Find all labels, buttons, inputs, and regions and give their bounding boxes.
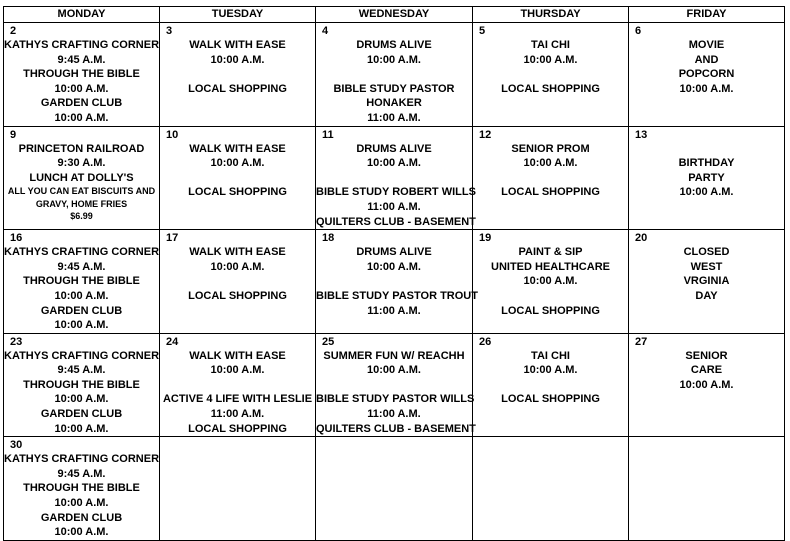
event-list	[316, 349, 476, 437]
event-line: 10:00 A.M.	[54, 82, 109, 95]
header-wednesday: WEDNESDAY	[316, 7, 473, 23]
event-line: 10:00 A.M.	[523, 53, 578, 66]
event-line: QUILTERS CLUB - BASEMENT	[316, 215, 476, 228]
day-cell	[4, 437, 160, 541]
event-line: 11:00 A.M.	[367, 200, 421, 213]
day-cell	[473, 126, 629, 230]
event-line	[316, 67, 472, 82]
event-detail-line: $6.99	[70, 211, 93, 222]
event-line: KATHYS CRAFTING CORNER	[4, 453, 160, 466]
event-line: SUMMER FUN W/ REACHH	[323, 349, 465, 362]
day-cell	[629, 23, 785, 127]
event-line: ACTIVE 4 LIFE WITH LESLIE	[162, 393, 313, 406]
event-line	[473, 378, 628, 393]
event-list	[629, 245, 784, 303]
event-line: DRUMS ALIVE	[356, 39, 432, 51]
day-number: 12	[479, 128, 492, 141]
weekday-header-row	[4, 7, 785, 23]
event-line: WEST	[690, 260, 723, 273]
day-number: 11	[322, 128, 334, 141]
event-line	[316, 378, 472, 393]
event-line: SENIOR	[685, 349, 728, 362]
event-line: PRINCETON RAILROAD	[18, 142, 145, 155]
event-line: GARDEN CLUB	[40, 304, 123, 317]
event-list	[4, 452, 159, 540]
event-line: 10:00 A.M.	[679, 186, 734, 199]
event-list	[629, 142, 784, 200]
event-line	[316, 171, 472, 186]
event-line: GARDEN CLUB	[40, 97, 123, 110]
event-line: 10:00 A.M.	[210, 364, 265, 377]
calendar-body	[4, 23, 785, 541]
calendar-table	[3, 6, 785, 541]
event-line: 10:00 A.M.	[523, 157, 578, 170]
event-line: THROUGH THE BIBLE	[23, 275, 140, 288]
day-number: 18	[322, 232, 335, 245]
event-line: 10:00 A.M.	[54, 393, 109, 406]
event-detail-line: ALL YOU CAN EAT BISCUITS AND	[7, 186, 156, 197]
event-line: THROUGH THE BIBLE	[23, 482, 140, 495]
event-line: WALK WITH EASE	[189, 39, 286, 51]
event-line: TAI CHI	[531, 349, 570, 362]
day-cell	[316, 23, 473, 127]
header-monday: MONDAY	[4, 7, 160, 23]
event-line: LUNCH AT DOLLY'S	[29, 171, 134, 184]
day-number: 16	[10, 232, 23, 245]
day-number: 5	[479, 25, 486, 37]
day-cell	[316, 126, 476, 230]
event-line	[629, 142, 784, 157]
event-line: 10:00 A.M.	[679, 82, 734, 95]
header-friday: FRIDAY	[629, 7, 785, 23]
day-cell	[473, 333, 629, 437]
event-line: LOCAL SHOPPING	[188, 186, 287, 199]
event-line: WALK WITH EASE	[189, 246, 286, 259]
day-cell	[473, 23, 629, 127]
day-number	[316, 437, 472, 452]
event-line: PAINT & SIP	[518, 246, 583, 259]
event-line: MOVIE	[688, 39, 725, 51]
event-line: POPCORN	[678, 68, 735, 81]
event-list	[4, 38, 159, 126]
day-cell	[629, 230, 785, 334]
day-number: 23	[10, 335, 23, 348]
day-number	[160, 437, 315, 452]
event-line: LOCAL SHOPPING	[501, 393, 600, 406]
event-line: PARTY	[688, 171, 725, 184]
event-line: WALK WITH EASE	[189, 142, 286, 155]
day-number: 27	[635, 335, 648, 348]
event-line: 11:00 A.M.	[367, 304, 421, 317]
day-cell	[473, 230, 629, 334]
event-line: 10:00 A.M.	[366, 260, 421, 273]
day-cell	[629, 126, 785, 230]
event-line: 10:00 A.M.	[54, 526, 109, 539]
event-line: DRUMS ALIVE	[356, 142, 432, 155]
event-line: BIBLE STUDY PASTOR WILLS	[316, 393, 475, 406]
header-thursday: THURSDAY	[473, 7, 629, 23]
event-line	[473, 171, 628, 186]
event-line: 10:00 A.M.	[210, 53, 265, 66]
event-line: UNITED HEALTHCARE	[491, 260, 610, 273]
event-line	[473, 289, 628, 304]
day-cell	[316, 230, 478, 334]
day-number: 17	[166, 232, 179, 245]
day-cell	[629, 333, 785, 437]
event-line: 10:00 A.M.	[210, 260, 265, 273]
event-line: HONAKER	[366, 97, 422, 110]
day-number: 26	[479, 335, 492, 348]
event-line: BIBLE STUDY PASTOR	[333, 82, 455, 95]
week-row	[4, 126, 785, 230]
event-line: 10:00 A.M.	[54, 422, 109, 435]
day-cell	[160, 23, 316, 127]
event-line	[160, 171, 315, 186]
day-number: 6	[635, 25, 642, 37]
event-line: 10:00 A.M.	[54, 319, 109, 332]
event-list	[316, 245, 478, 318]
event-line	[160, 378, 315, 393]
event-list	[473, 38, 628, 96]
event-line: 10:00 A.M.	[523, 364, 578, 377]
day-number: 10	[166, 128, 179, 141]
event-line: CLOSED	[683, 246, 730, 259]
event-line: GARDEN CLUB	[40, 511, 123, 524]
event-line: TAI CHI	[531, 39, 570, 51]
day-cell	[4, 230, 160, 334]
event-line: 9:30 A.M.	[57, 157, 106, 170]
event-line: 9:45 A.M.	[57, 364, 106, 377]
event-line: KATHYS CRAFTING CORNER	[4, 246, 160, 259]
event-line: LOCAL SHOPPING	[188, 289, 287, 302]
event-list	[473, 349, 628, 407]
day-number: 13	[635, 128, 648, 141]
day-cell	[4, 126, 160, 230]
event-list	[4, 245, 159, 333]
event-line: BIBLE STUDY ROBERT WILLS	[316, 186, 476, 199]
day-number: 25	[322, 335, 335, 348]
event-line: THROUGH THE BIBLE	[23, 68, 140, 81]
event-line: 10:00 A.M.	[523, 275, 578, 288]
event-line	[160, 67, 315, 82]
event-line	[473, 67, 628, 82]
event-list	[160, 245, 315, 303]
event-line: 9:45 A.M.	[57, 260, 106, 273]
event-line: 10:00 A.M.	[366, 364, 421, 377]
event-line: 10:00 A.M.	[679, 378, 734, 391]
event-list	[473, 142, 628, 200]
event-line: 11:00 A.M.	[367, 111, 421, 124]
event-line: 10:00 A.M.	[54, 497, 109, 510]
event-line: BIBLE STUDY PASTOR TROUT	[316, 289, 478, 302]
event-list	[4, 349, 159, 437]
event-line: WALK WITH EASE	[189, 349, 286, 362]
event-line: KATHYS CRAFTING CORNER	[4, 39, 160, 51]
event-line: VRGINIA	[683, 275, 730, 288]
event-list	[629, 38, 784, 96]
event-list	[316, 142, 476, 230]
event-line: LOCAL SHOPPING	[501, 82, 600, 95]
event-line: DAY	[695, 289, 718, 302]
day-cell	[629, 437, 785, 541]
day-cell	[160, 333, 316, 437]
event-line: 10:00 A.M.	[54, 111, 109, 124]
day-cell	[473, 437, 629, 541]
event-list	[629, 349, 784, 393]
event-line: 11:00 A.M.	[210, 408, 265, 421]
week-row	[4, 23, 785, 127]
event-list	[160, 349, 315, 437]
event-line: LOCAL SHOPPING	[188, 422, 287, 435]
day-cell	[160, 437, 316, 541]
header-tuesday: TUESDAY	[160, 7, 316, 23]
event-line: SENIOR PROM	[511, 142, 590, 155]
event-line: GARDEN CLUB	[40, 408, 123, 421]
day-cell	[160, 230, 316, 334]
week-row	[4, 333, 785, 437]
event-line	[316, 274, 472, 289]
event-list	[316, 38, 472, 126]
week-row	[4, 437, 785, 541]
day-cell	[160, 126, 316, 230]
day-number: 20	[635, 232, 648, 245]
day-cell	[4, 333, 160, 437]
event-line: 10:00 A.M.	[366, 53, 421, 66]
event-line: 10:00 A.M.	[210, 157, 265, 170]
day-number: 19	[479, 232, 492, 245]
event-list	[160, 38, 315, 96]
event-list	[4, 142, 159, 223]
week-row	[4, 230, 785, 334]
event-line: LOCAL SHOPPING	[188, 82, 287, 95]
event-line: LOCAL SHOPPING	[501, 304, 600, 317]
day-number: 2	[10, 25, 17, 37]
event-line: 9:45 A.M.	[57, 53, 106, 66]
event-line: 10:00 A.M.	[54, 289, 109, 302]
event-detail-line: GRAVY, HOME FRIES	[35, 198, 128, 209]
day-number	[473, 437, 628, 452]
event-line	[160, 274, 315, 289]
event-line: CARE	[690, 364, 723, 377]
day-cell	[4, 23, 160, 127]
event-line: BIRTHDAY	[678, 157, 735, 170]
day-number: 3	[166, 25, 173, 37]
day-number: 9	[10, 128, 17, 141]
day-number: 4	[322, 25, 329, 37]
event-list	[160, 142, 315, 200]
event-list	[473, 245, 628, 318]
event-line: QUILTERS CLUB - BASEMENT	[316, 422, 476, 435]
event-line: 9:45 A.M.	[57, 467, 106, 480]
event-line: 11:00 A.M.	[367, 408, 421, 421]
event-line: THROUGH THE BIBLE	[23, 378, 140, 391]
event-line: DRUMS ALIVE	[356, 246, 432, 259]
event-line: AND	[694, 53, 719, 66]
day-number: 30	[10, 439, 23, 452]
event-line: LOCAL SHOPPING	[501, 186, 600, 199]
day-number: 24	[166, 335, 179, 348]
day-cell	[316, 333, 476, 437]
day-number	[629, 437, 784, 452]
event-line: 10:00 A.M.	[366, 157, 421, 170]
event-line: KATHYS CRAFTING CORNER	[4, 349, 160, 362]
day-cell	[316, 437, 473, 541]
